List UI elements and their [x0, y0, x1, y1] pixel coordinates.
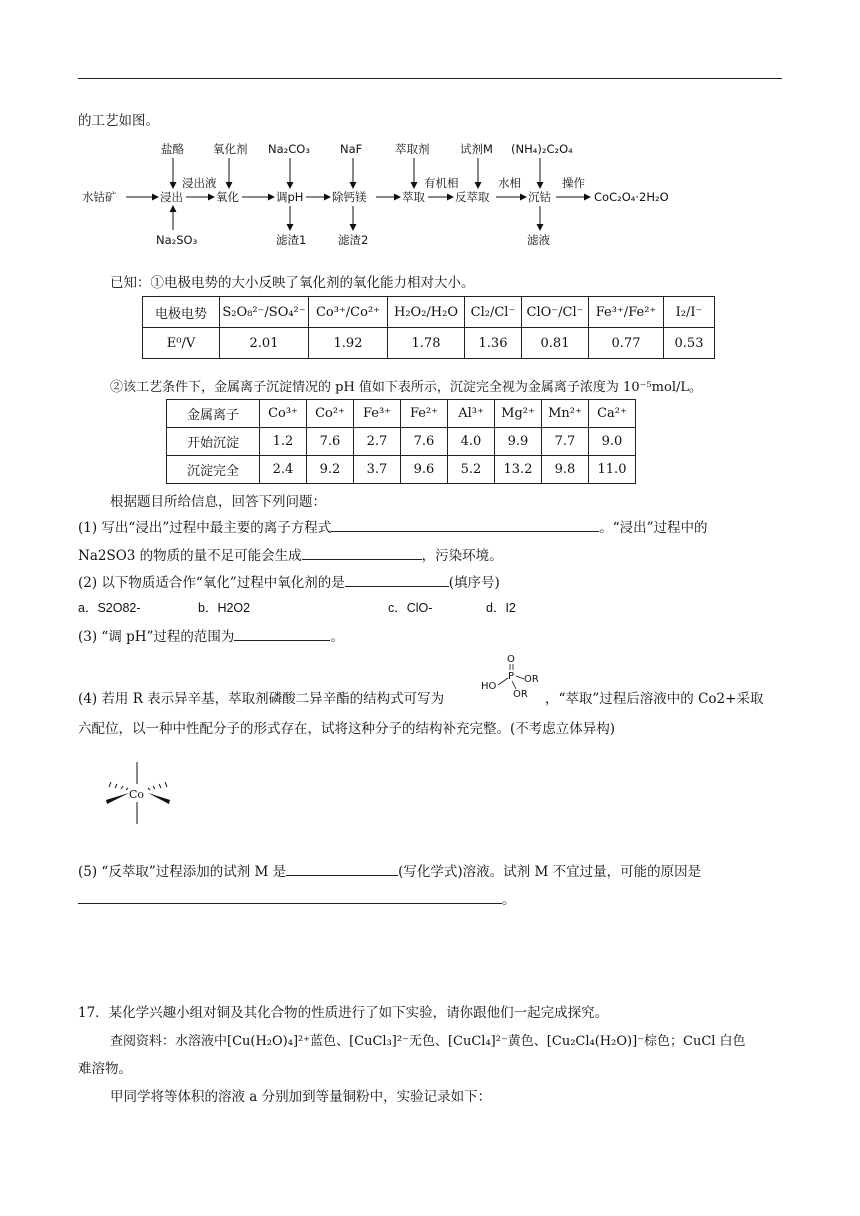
question-2 — [78, 571, 500, 591]
struct-co: Co — [129, 788, 145, 801]
question-1-line2 — [78, 544, 503, 564]
question-5-line2 — [78, 888, 516, 908]
table-cell: 7.6 — [307, 428, 354, 456]
struct-p: P — [508, 671, 515, 682]
cobalt-complex-structure — [100, 760, 180, 826]
table-cell: Mg²⁺ — [495, 400, 542, 428]
table-cell: 2.7 — [354, 428, 401, 456]
q3-tail: 。 — [330, 629, 344, 645]
table-cell: Co³⁺ — [260, 400, 307, 428]
q2-text: (2) 以下物质适合作“氧化”过程中氧化剂的是 — [78, 575, 345, 591]
experiment-text: 甲同学将等体积的溶液 a 分别加到等量铜粉中，实验记录如下： — [110, 1089, 492, 1105]
table-cell: 9.8 — [542, 456, 589, 484]
reagent-hcl: 盐酪 — [161, 142, 184, 156]
table-cell: Cl₂/Cl⁻ — [465, 297, 522, 328]
process-flowchart — [78, 140, 698, 260]
q1-text-3: ，污染环境。 — [421, 548, 503, 564]
table-cell: 0.81 — [522, 328, 589, 359]
q3-text: (3) “调 pH”过程的范围为 — [78, 629, 235, 645]
q4-text-a: (4) 若用 R 表示异辛基，萃取剂磷酸二异辛酯的结构式可写为 — [78, 691, 445, 707]
answer-blank[interactable] — [345, 572, 449, 587]
table-cell: Co³⁺/Co²⁺ — [309, 297, 388, 328]
intro-text: 的工艺如图。 — [78, 113, 159, 129]
table-row — [167, 428, 636, 456]
table-cell: Al³⁺ — [448, 400, 495, 428]
stream-leachate: 浸出液 — [182, 176, 217, 190]
table-header: 金属离子 — [167, 400, 260, 428]
q2-tail: (填序号) — [448, 575, 500, 591]
step-ore: 水钴矿 — [82, 190, 117, 204]
table-row — [167, 400, 636, 428]
question-17-title: 17．某化学兴趣小组对铜及其化合物的性质进行了如下实验，请你跟他们一起完成探究。 — [78, 1005, 609, 1021]
table-cell: 11.0 — [589, 456, 636, 484]
potential-table — [142, 296, 715, 359]
step-extract: 萃取 — [402, 190, 425, 204]
table-cell: 9.2 — [307, 456, 354, 484]
reagent-extractant: 萃取剂 — [395, 142, 430, 156]
table-cell: Mn²⁺ — [542, 400, 589, 428]
reagent-naf: NaF — [340, 142, 363, 156]
step-back-extract: 反萃取 — [455, 190, 490, 204]
phosphate-structure — [478, 651, 544, 701]
q4-text-b: ，“萃取”过程后溶液中的 Co2+采取 — [545, 691, 764, 707]
table-cell: Fe³⁺/Fe²⁺ — [589, 297, 664, 328]
q5-text: (5) “反萃取”过程添加的试剂 M 是 — [78, 864, 287, 880]
struct-ho: HO — [481, 681, 497, 692]
table-cell: 1.36 — [465, 328, 522, 359]
step-leach: 浸出 — [160, 190, 183, 204]
input-na2so3: Na₂SO₃ — [156, 233, 198, 247]
header-rule — [78, 78, 782, 79]
struct-or1: OR — [524, 674, 539, 685]
known-2: ②该工艺条件下，金属离子沉淀情况的 pH 值如下表所示，沉淀完全视为金属离子浓度为 10⁻⁵mol/L。 — [110, 380, 702, 395]
table-cell: 13.2 — [495, 456, 542, 484]
table-row — [143, 328, 715, 359]
q2-option-b: b．H2O2 — [198, 601, 251, 615]
table-cell: 7.6 — [401, 428, 448, 456]
q1-text-tail: 。“浸出”过程中的 — [599, 520, 708, 536]
table-row — [143, 297, 715, 328]
q5-tail: 。 — [502, 892, 516, 908]
table-cell: 9.6 — [401, 456, 448, 484]
table-cell: Co²⁺ — [307, 400, 354, 428]
table-cell: 1.78 — [388, 328, 465, 359]
reference-line-2: 难溶物。 — [78, 1061, 132, 1077]
table-row — [167, 456, 636, 484]
stream-operation: 操作 — [562, 176, 585, 190]
table-cell: 4.0 — [448, 428, 495, 456]
table-cell: 0.53 — [664, 328, 715, 359]
lead-text: 根据题目所给信息，回答下列问题： — [110, 494, 326, 510]
table-cell: 9.0 — [589, 428, 636, 456]
q2-option-a: a．S2O82- — [78, 601, 141, 615]
q4-text-c: 六配位，以一种中性配分子的形式存在，试将这种分子的结构补充完整。(不考虑立体异构) — [78, 721, 616, 737]
table-cell: Fe³⁺ — [354, 400, 401, 428]
reagent-na2co3: Na₂CO₃ — [268, 142, 310, 156]
question-3 — [78, 625, 344, 645]
table-header: 电极电势 — [143, 297, 220, 328]
q5-text-b: (写化学式)溶液。试剂 M 不宜过量，可能的原因是 — [398, 864, 702, 880]
struct-o: O — [507, 654, 515, 665]
table-cell: 5.2 — [448, 456, 495, 484]
known-1: 已知：①电极电势的大小反映了氧化剂的氧化能力相对大小。 — [110, 275, 475, 291]
answer-blank[interactable] — [286, 861, 398, 876]
answer-blank[interactable] — [78, 889, 502, 904]
q2-option-d: d．I2 — [486, 601, 516, 615]
question-5-line1 — [78, 860, 701, 880]
stream-organic: 有机相 — [424, 176, 459, 190]
stream-aqueous: 水相 — [498, 176, 521, 190]
answer-blank[interactable] — [331, 517, 599, 532]
table-cell: 2.01 — [220, 328, 309, 359]
reagent-oxalate: (NH₄)₂C₂O₄ — [511, 142, 573, 156]
table-cell: I₂/I⁻ — [664, 297, 715, 328]
table-cell: ClO⁻/Cl⁻ — [522, 297, 589, 328]
step-remove-ca-mg: 除钙镁 — [332, 190, 367, 204]
table-cell: 2.4 — [260, 456, 307, 484]
answer-blank[interactable] — [302, 545, 422, 560]
step-ph: 调pH — [276, 190, 304, 204]
reference-line-1: 查阅资料：水溶液中[Cu(H₂O)₄]²⁺蓝色、[CuCl₃]²⁻无色、[CuCl₄]²⁻黄色、[Cu₂Cl₄(H₂O)]⁻棕色；CuCl 白色 — [110, 1034, 746, 1049]
q1-text-2: Na2SO3 的物质的量不足可能会生成 — [78, 548, 302, 564]
table-cell: Ca²⁺ — [589, 400, 636, 428]
table-cell: 1.2 — [260, 428, 307, 456]
reagent-m: 试剂M — [460, 142, 493, 156]
table-cell: Fe²⁺ — [401, 400, 448, 428]
ph-table — [166, 399, 636, 484]
step-oxidize: 氧化 — [216, 190, 239, 204]
q2-option-c: c．ClO- — [388, 601, 433, 615]
table-cell: H₂O₂/H₂O — [388, 297, 465, 328]
q1-text: (1) 写出“浸出”过程中最主要的离子方程式 — [78, 520, 332, 536]
output-residue2: 滤渣2 — [338, 233, 369, 247]
struct-or2: OR — [513, 689, 528, 700]
question-1-line1 — [78, 516, 708, 536]
table-cell: 3.7 — [354, 456, 401, 484]
output-filtrate: 滤液 — [527, 233, 550, 247]
step-product: CoC₂O₄·2H₂O — [594, 190, 669, 204]
table-cell: 0.77 — [589, 328, 664, 359]
table-row-label: E⁰/V — [143, 328, 220, 359]
step-precip: 沉钴 — [528, 190, 551, 204]
answer-blank[interactable] — [234, 626, 330, 641]
table-cell: 1.92 — [309, 328, 388, 359]
reagent-oxidant: 氧化剂 — [213, 142, 248, 156]
table-row-label: 沉淀完全 — [167, 456, 260, 484]
table-row-label: 开始沉淀 — [167, 428, 260, 456]
table-cell: 7.7 — [542, 428, 589, 456]
table-cell: 9.9 — [495, 428, 542, 456]
table-cell: S₂O₈²⁻/SO₄²⁻ — [220, 297, 309, 328]
output-residue1: 滤渣1 — [276, 233, 307, 247]
